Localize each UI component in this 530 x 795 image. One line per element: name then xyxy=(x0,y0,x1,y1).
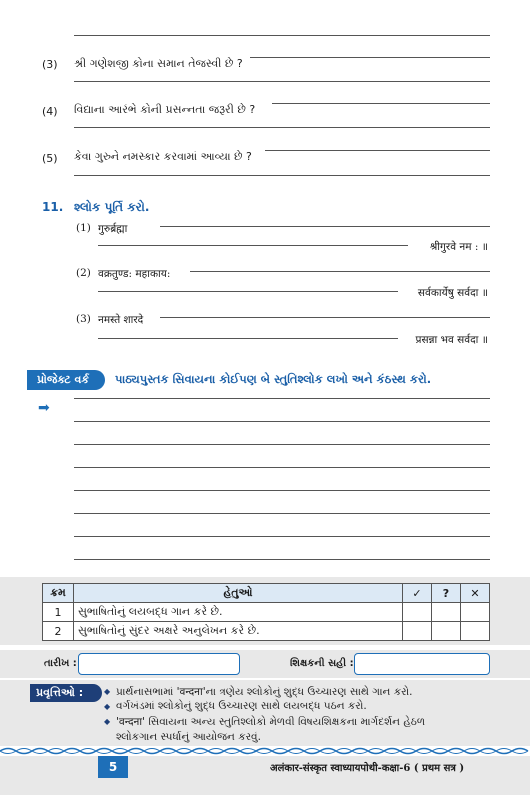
shloka-number: (3) xyxy=(76,313,91,325)
wave-divider xyxy=(0,746,530,756)
shloka-end: सर्वकार्येषु सर्वदा ॥ xyxy=(417,287,488,299)
table-row xyxy=(43,603,490,622)
question-text: વિદ્યાના આરંભે કોની પ્રસન્નતા જરૂરી છે ? xyxy=(74,103,256,116)
shloka-end: श्रीगुरवे नम : ॥ xyxy=(429,241,488,253)
activity-item: વર્ગખંડમાં શ્લોકોનું શુદ્ધ ઉચ્ચારણ સાથે લયબદ્ધ પઠન કરો. xyxy=(116,700,367,712)
row-objective: સુભાષિતોનું સુંદર અક્ષરે અનુલેખન કરે છે. xyxy=(74,622,403,641)
question-cell[interactable] xyxy=(432,603,461,622)
answer-line xyxy=(250,57,490,58)
writing-line xyxy=(74,490,490,491)
section-number: 11. xyxy=(42,200,64,214)
shloka-start: नमस्ते शारदे xyxy=(98,314,144,326)
writing-line xyxy=(74,467,490,468)
date-field[interactable] xyxy=(78,653,240,675)
answer-line xyxy=(74,175,490,176)
section-title: શ્લોક પૂર્તિ કરો. xyxy=(74,200,150,214)
column-header-question: ? xyxy=(432,584,461,603)
activity-item: શ્લોકગાન સ્પર્ધાનું આયોજન કરવું. xyxy=(116,731,261,743)
arrow-right-icon: ➡ xyxy=(38,400,50,416)
row-number: 2 xyxy=(43,622,74,641)
page-number: 5 xyxy=(98,756,128,778)
activities-badge: પ્રવૃત્તિઓ : xyxy=(30,684,102,702)
answer-line xyxy=(272,103,490,104)
column-header-serial: ક્રમ xyxy=(43,584,74,603)
answer-line xyxy=(160,317,490,318)
writing-line xyxy=(74,513,490,514)
row-objective: સુભાષિતોનું લયબદ્ધ ગાન કરે છે. xyxy=(74,603,403,622)
question-number: (5) xyxy=(42,152,58,165)
writing-line xyxy=(74,536,490,537)
question-cell[interactable] xyxy=(432,622,461,641)
shloka-number: (2) xyxy=(76,267,91,279)
table-header-row xyxy=(43,584,490,603)
writing-line xyxy=(74,444,490,445)
writing-line xyxy=(74,421,490,422)
row-number: 1 xyxy=(43,603,74,622)
question-text: કેવા ગુરુને નમસ્કાર કરવામાં આવ્યા છે ? xyxy=(74,150,252,163)
writing-line xyxy=(74,559,490,560)
bullet-icon: ◆ xyxy=(104,717,111,726)
column-header-objectives: હેતુઓ xyxy=(74,584,403,603)
question-text: શ્રી ગણેશજી કોના સમાન તેજસ્વી છે ? xyxy=(74,57,243,70)
cross-cell[interactable] xyxy=(461,603,490,622)
answer-line xyxy=(98,245,408,246)
shloka-start: गुरुर्ब्रह्मा xyxy=(98,223,128,235)
date-label: તારીખ : xyxy=(44,658,77,669)
column-header-tick: ✓ xyxy=(403,584,432,603)
question-number: (4) xyxy=(42,105,58,118)
table-row xyxy=(43,622,490,641)
teacher-signature-field[interactable] xyxy=(354,653,490,675)
teacher-signature-label: શિક્ષકની સહી : xyxy=(290,658,354,669)
answer-line xyxy=(160,226,490,227)
bullet-icon: ◆ xyxy=(104,687,111,696)
project-instruction: પાઠ્યપુસ્તક સિવાયના કોઈપણ બે સ્તુતિશ્લોક લખો અને કંઠસ્થ કરો. xyxy=(115,372,432,386)
shloka-start: वक्रतुण्ड: महाकाय: xyxy=(98,268,171,280)
tick-cell[interactable] xyxy=(403,603,432,622)
answer-line xyxy=(265,150,490,151)
answer-line xyxy=(98,291,398,292)
shloka-number: (1) xyxy=(76,222,91,234)
footer-title: अलंकार-संस्कृत स्वाध्यायपोथी-कक्षा-6 ( प्रथम सत्र ) xyxy=(270,763,465,774)
answer-line xyxy=(74,127,490,128)
tick-cell[interactable] xyxy=(403,622,432,641)
bullet-icon: ◆ xyxy=(104,702,111,711)
writing-line xyxy=(74,398,490,399)
answer-line xyxy=(98,338,398,339)
column-header-cross: ✕ xyxy=(461,584,490,603)
evaluation-table xyxy=(42,583,490,641)
activity-item: પ્રાર્થનાસભામાં 'वन्दना'ના ત્રણેય શ્લોકોનું શુદ્ધ ઉચ્ચારણ સાથે ગાન કરો. xyxy=(116,686,413,698)
answer-line xyxy=(74,81,490,82)
project-badge: પ્રોજેક્ટ વર્ક xyxy=(27,370,105,390)
answer-line xyxy=(74,35,490,36)
cross-cell[interactable] xyxy=(461,622,490,641)
shloka-end: प्रसन्ना भव सर्वदा ॥ xyxy=(415,334,488,346)
question-number: (3) xyxy=(42,58,58,71)
answer-line xyxy=(190,271,490,272)
activity-item: 'वन्दना' સિવાયના અન્ય સ્તુતિશ્લોકો મેળવી વિષયશિક્ષકના માર્ગદર્શન હેઠળ xyxy=(116,716,426,728)
